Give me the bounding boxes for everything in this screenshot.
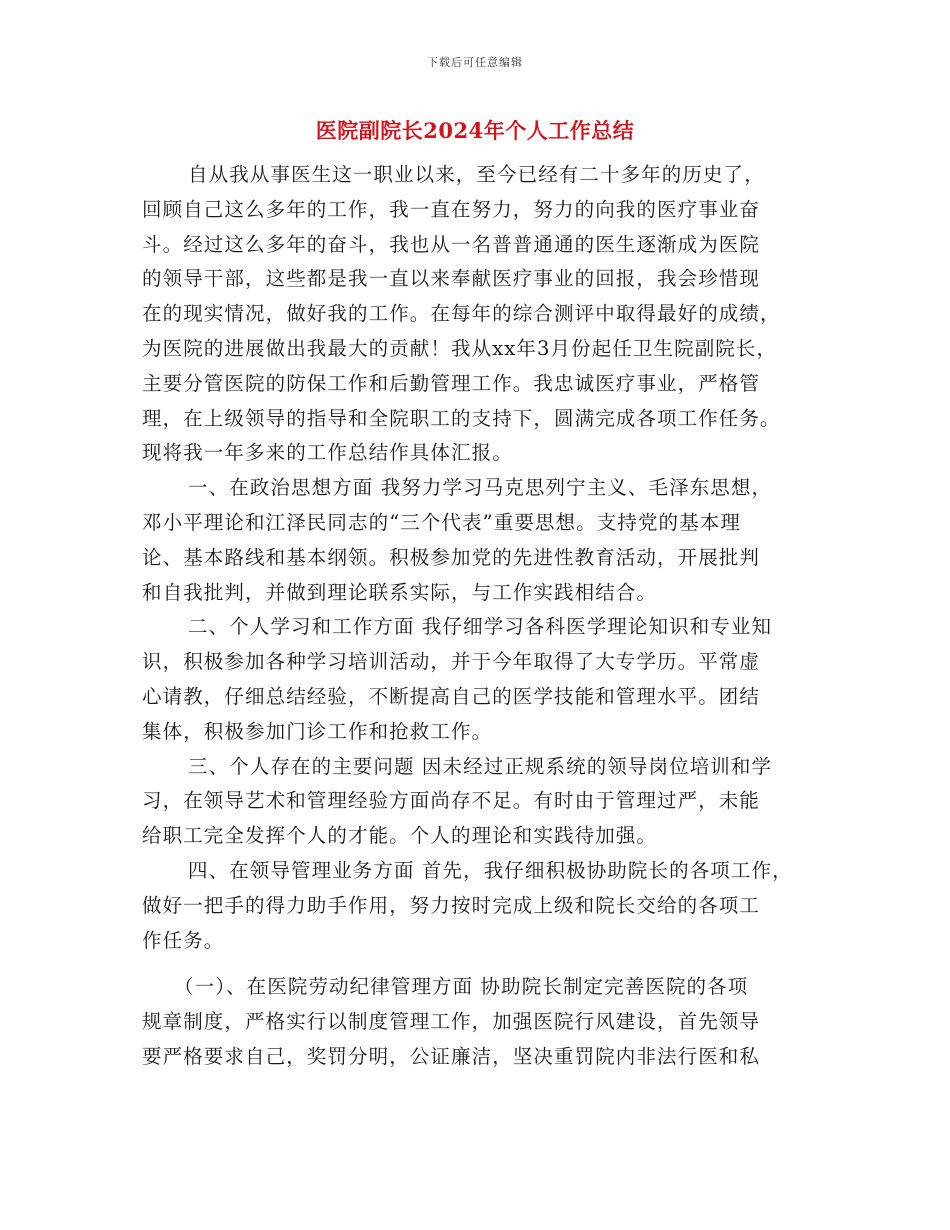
paragraph-line: （一）、在医院劳动纪律管理方面 协助院长制定完善医院的各项: [174, 975, 749, 999]
paragraph-line: 做好一把手的得力助手作用，努力按时完成上级和院长交给的各项工: [142, 893, 761, 917]
paragraph-line: 一、在政治思想方面 我努力学习马克思列宁主义、毛泽东思想，: [188, 476, 773, 500]
paragraph-line: 现将我一年多来的工作总结作具体汇报。: [142, 441, 513, 465]
document-title: 医院副院长2024年个人工作总结: [315, 118, 635, 143]
paragraph-line: 斗。经过这么多年的奋斗，我也从一名普普通通的医生逐渐成为医院: [142, 232, 761, 256]
paragraph-line: 主要分管医院的防保工作和后勤管理工作。我忠诚医疗事业，严格管: [142, 371, 761, 395]
paragraph-line: 三、个人存在的主要问题 因未经过正规系统的领导岗位培训和学: [188, 754, 773, 778]
paragraph-line: 四、在领导管理业务方面 首先，我仔细积极协助院长的各项工作，: [188, 858, 793, 882]
paragraph-line: 集体，积极参加门诊工作和抢救工作。: [142, 719, 493, 743]
paragraph-line: 在的现实情况，做好我的工作。在每年的综合测评中取得最好的成绩，: [142, 302, 781, 326]
document-body: [142, 158, 810, 1075]
paragraph-line: 理，在上级领导的指导和全院职工的支持下，圆满完成各项工作任务。: [142, 406, 781, 430]
paragraph-line: 给职工完全发挥个人的才能。个人的理论和实践待加强。: [142, 824, 658, 848]
paragraph: [142, 471, 810, 610]
paragraph: [142, 854, 810, 958]
paragraph-line: 的领导干部，这些都是我一直以来奉献医疗事业的回报，我会珍惜现: [142, 267, 761, 291]
paragraph-line: 二、个人学习和工作方面 我仔细学习各科医学理论知识和专业知: [188, 615, 773, 639]
paragraph-line: 习，在领导艺术和管理经验方面尚存不足。有时由于管理过严，未能: [142, 789, 761, 813]
paragraph-line: 规章制度，严格实行以制度管理工作，加强医院行风建设，首先领导: [142, 1010, 761, 1034]
paragraph: [142, 750, 810, 854]
paragraph-line: 要严格要求自己，奖罚分明，公证廉洁，坚决重罚院内非法行医和私: [142, 1044, 761, 1068]
header-note: 下载后可任意编辑: [427, 56, 523, 69]
paragraph-line: 心请教，仔细总结经验，不断提高自己的医学技能和管理水平。团结: [142, 684, 761, 708]
paragraph-line: 论、基本路线和基本纲领。积极参加党的先进性教育活动，开展批判: [142, 545, 761, 569]
paragraph-line: 和自我批判，并做到理论联系实际，与工作实践相结合。: [142, 580, 658, 604]
paragraph-line: 为医院的进展做出我最大的贡献！我从xx年3月份起任卫生院副院长，: [142, 336, 778, 360]
paragraph-line: 回顾自己这么多年的工作，我一直在努力，努力的向我的医疗事业奋: [142, 197, 761, 221]
paragraph-line: 作任务。: [142, 928, 225, 952]
paragraph-line: 识，积极参加各种学习培训活动，并于今年取得了大专学历。平常虚: [142, 650, 761, 674]
paragraph: [142, 610, 810, 749]
paragraph-gap: [142, 958, 810, 970]
paragraph-line: 邓小平理论和江泽民同志的“三个代表”重要思想。支持党的基本理: [142, 510, 741, 534]
paragraph: [142, 970, 810, 1074]
paragraph-line: 自从我从事医生这一职业以来，至今已经有二十多年的历史了，: [188, 163, 765, 186]
paragraph: [142, 158, 810, 471]
